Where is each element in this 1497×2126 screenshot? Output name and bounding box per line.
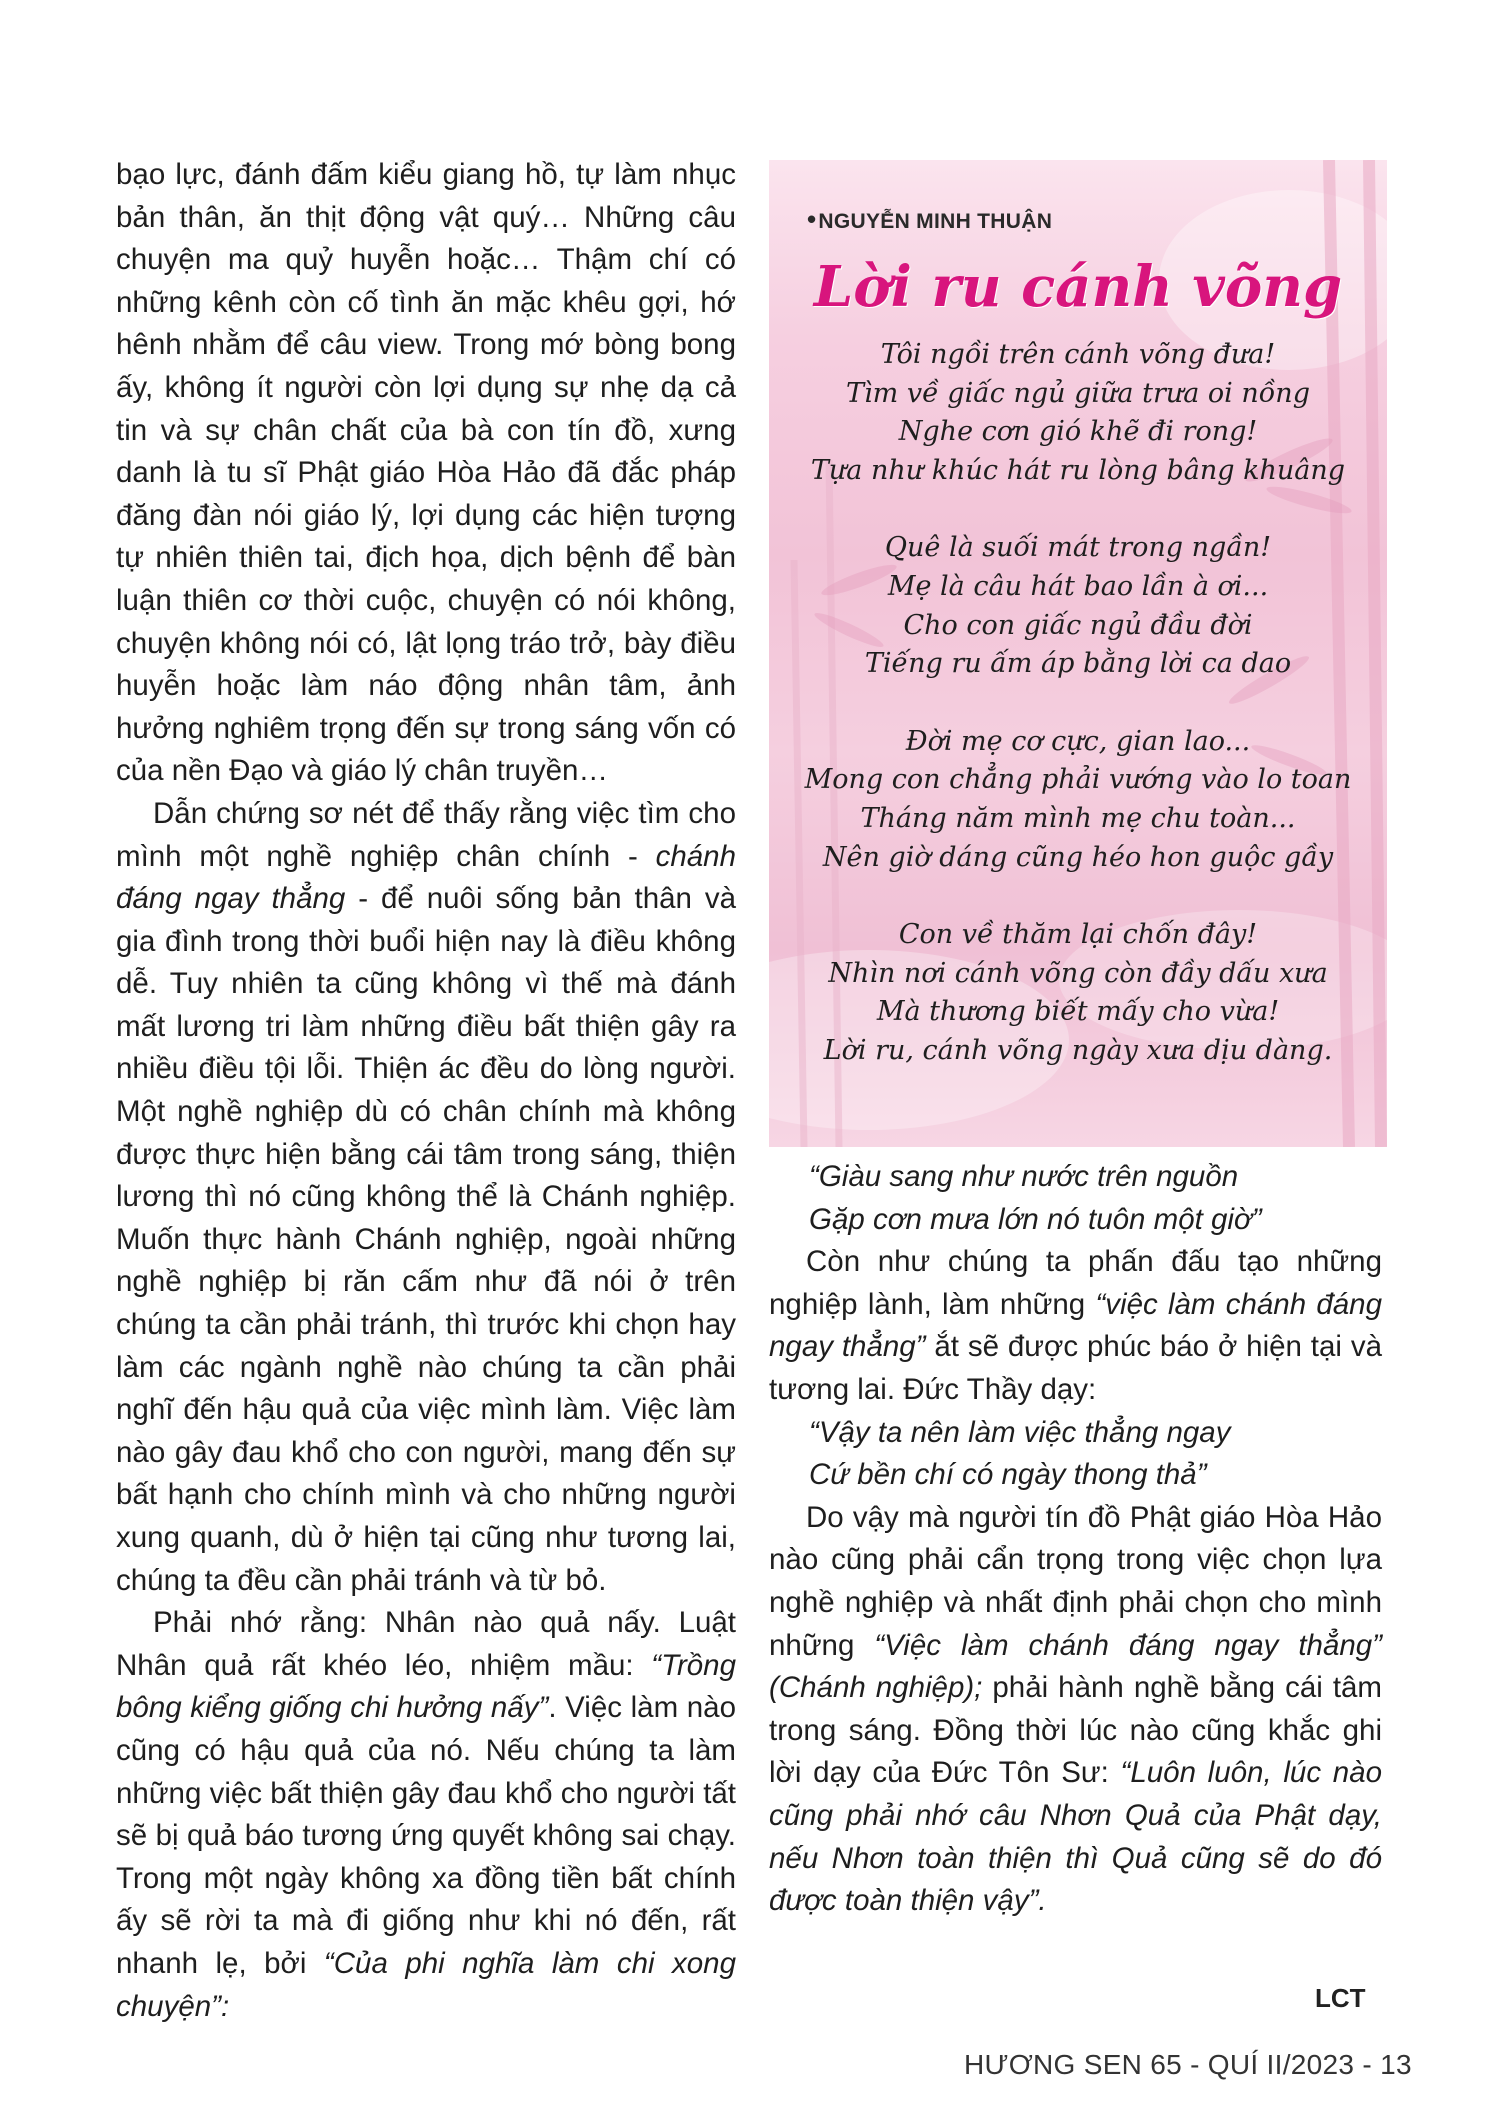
poem-line: Tìm về giấc ngủ giữa trưa oi nồng (846, 377, 1310, 409)
poem-line: Tháng năm mình mẹ chu toàn... (860, 802, 1296, 834)
poem-author: •NGUYỄN MINH THUẬN (807, 204, 1053, 234)
poem-line: Tựa như khúc hát ru lòng bâng khuâng (810, 454, 1346, 486)
poem-line: Con về thăm lại chốn đây! (898, 919, 1258, 951)
quote-line: “Giàu sang như nước trên nguồn (809, 1160, 1239, 1193)
paragraph-5: Do vậy mà người tín đồ Phật giáo Hòa Hảo nào cũng phải cẩn trọng trong việc chọn lựa nghề nghiệp và nhất định phải chọn cho mình những “Việc làm chánh đáng ngay thẳng” (Chánh nghiệp); phải hành nghề bằng cái tâm trong sáng. Đồng thời lúc nào cũng khắc ghi lời dạy của Đức Tôn Sư: “Luôn luôn, lúc nào cũng phải nhớ câu Nhơn Quả của Phật dạy, nếu Nhơn toàn thiện thì Quả cũng sẽ do đó được toàn thiện vậy”. (769, 1500, 1382, 1918)
poem-line: Cho con giấc ngủ đầu đời (903, 609, 1253, 641)
paragraph-1: bạo lực, đánh đấm kiểu giang hồ, tự làm nhục bản thân, ăn thịt động vật quý… Những câu chuyện ma quỷ huyễn hoặc… Thậm chí có những kênh còn cố tình ăn mặc khêu gợi, hớ hênh nhằm để câu view. Trong mớ bòng bong ấy, không ít người còn lợi dụng sự nhẹ dạ cả tin và sự chân chất của bà con tín đồ, xưng danh là tu sĩ Phật giáo Hòa Hảo đã đắc pháp đăng đàn nói giáo lý, lợi dụng các hiện tượng tự nhiên thiên tai, địch họa, dịch bệnh để bàn luận thiên cơ thời cuộc, chuyện có nói không, chuyện không nói có, lật lọng tráo trở, bày điều huyễn hoặc làm náo động nhân tâm, ảnh hưởng nghiêm trọng đến sự trong sáng vốn có của nền Đạo và giáo lý chân truyền… (116, 158, 736, 788)
poem-line: Quê là suối mát trong ngần! (884, 532, 1272, 564)
poem-line: Nghe cơn gió khẽ đi rong! (898, 416, 1258, 448)
page-footer: HƯƠNG SEN 65 - QUÍ II/2023 - 13 (964, 2049, 1412, 2080)
poem-title: Lời ru cánh võng (813, 254, 1343, 320)
poem-line: Nên giờ dáng cũng héo hon guộc gầy (822, 841, 1334, 873)
emphasis-text: chánh đáng ngay thẳng (116, 839, 736, 916)
quote-line: Gặp cơn mưa lớn nó tuôn một giờ” (809, 1202, 1262, 1236)
emphasis-text: “Luôn luôn, lúc nào cũng phải nhớ câu Nhơn Quả của Phật dạy, nếu Nhơn toàn thiện thì Quả cũng sẽ do đó được toàn thiện vậy”. (769, 1756, 1382, 1918)
author-signature: LCT (1315, 1983, 1366, 2013)
poem-line: Đời mẹ cơ cực, gian lao... (905, 725, 1251, 757)
paragraph-2: Dẫn chứng sơ nét để thấy rằng việc tìm cho mình một nghề nghiệp chân chính - chánh đáng ngay thẳng - để nuôi sống bản thân và gia đình trong thời buổi hiện nay là điều không dễ. Tuy nhiên ta cũng không vì thế mà đánh mất lương tri làm những điều bất thiện gây ra nhiều điều tội lỗi. Thiện ác đều do lòng người. Một nghề nghiệp dù có chân chính mà không được thực hiện bằng cái tâm trong sáng, thiện lương thì nó cũng không thể là Chánh nghiệp. Muốn thực hành Chánh nghiệp, ngoài những nghề nghiệp bị răn cấm như đã nói ở trên chúng ta cần phải tránh, thì trước khi chọn hay làm các ngành nghề nào chúng ta cần phải nghĩ đến hậu quả của việc mình làm. Việc làm nào gây đau khổ cho con người, mang đến sự bất hạnh cho chính mình và cho những người xung quanh, dù ở hiện tại cũng như tương lai, chúng ta đều cần phải tránh và từ bỏ. (116, 796, 737, 1597)
poem-stanza (769, 916, 1387, 1070)
paragraph-3: Phải nhớ rằng: Nhân nào quả nấy. Luật Nhân quả rất khéo léo, nhiệm mầu: “Trồng bông kiểng giống chi hưởng nấy”. Việc làm nào cũng có hậu quả của nó. Nếu chúng ta làm những việc bất thiện gây đau khổ cho người tất sẽ bị quả báo tương ứng quyết không sai chạy. Trong một ngày không xa đồng tiền bất chính ấy sẽ rời ta mà đi giống như khi nó đến, rất nhanh lẹ, bởi “Của phi nghĩa làm chi xong chuyện”: (116, 1606, 736, 2023)
right-column (769, 1156, 1382, 1923)
poem-line: Mẹ là câu hát bao lần à ơi... (887, 570, 1269, 602)
poem-stanza (769, 723, 1387, 877)
poem-box (769, 160, 1387, 1147)
emphasis-text: “việc làm chánh đáng ngay thẳng” (769, 1287, 1382, 1364)
emphasis-text: “Của phi nghĩa làm chi xong chuyện”: (116, 1946, 736, 2023)
poem-line: Tiếng ru ấm áp bằng lời ca dao (864, 648, 1292, 680)
poem-line: Mong con chẳng phải vướng vào lo toan (804, 764, 1352, 796)
emphasis-text: “Việc làm chánh đáng ngay thẳng” (Chánh nghiệp); (769, 1628, 1382, 1705)
poem-stanza (769, 529, 1387, 683)
poem-line: Nhìn nơi cánh võng còn đầy dấu xưa (828, 957, 1328, 989)
poem-line: Mà thương biết mấy cho vừa! (876, 996, 1280, 1028)
paragraph-4: Còn như chúng ta phấn đấu tạo những nghiệp lành, làm những “việc làm chánh đáng ngay thẳng” ắt sẽ được phúc báo ở hiện tại và tương lai. Đức Thầy dạy: (769, 1245, 1382, 1406)
emphasis-text: “Trồng bông kiểng giống chi hưởng nấy” (116, 1648, 736, 1725)
left-column (116, 154, 736, 2028)
poem-stanza (769, 336, 1387, 490)
poem-line: Tôi ngồi trên cánh võng đưa! (880, 339, 1276, 370)
quote-line: “Vậy ta nên làm việc thẳng ngay (809, 1415, 1231, 1449)
poem-line: Lời ru, cánh võng ngày xưa dịu dàng. (823, 1034, 1333, 1066)
poem-stanzas (769, 336, 1387, 1110)
quote-line: Cứ bền chí có ngày thong thả” (809, 1458, 1207, 1492)
